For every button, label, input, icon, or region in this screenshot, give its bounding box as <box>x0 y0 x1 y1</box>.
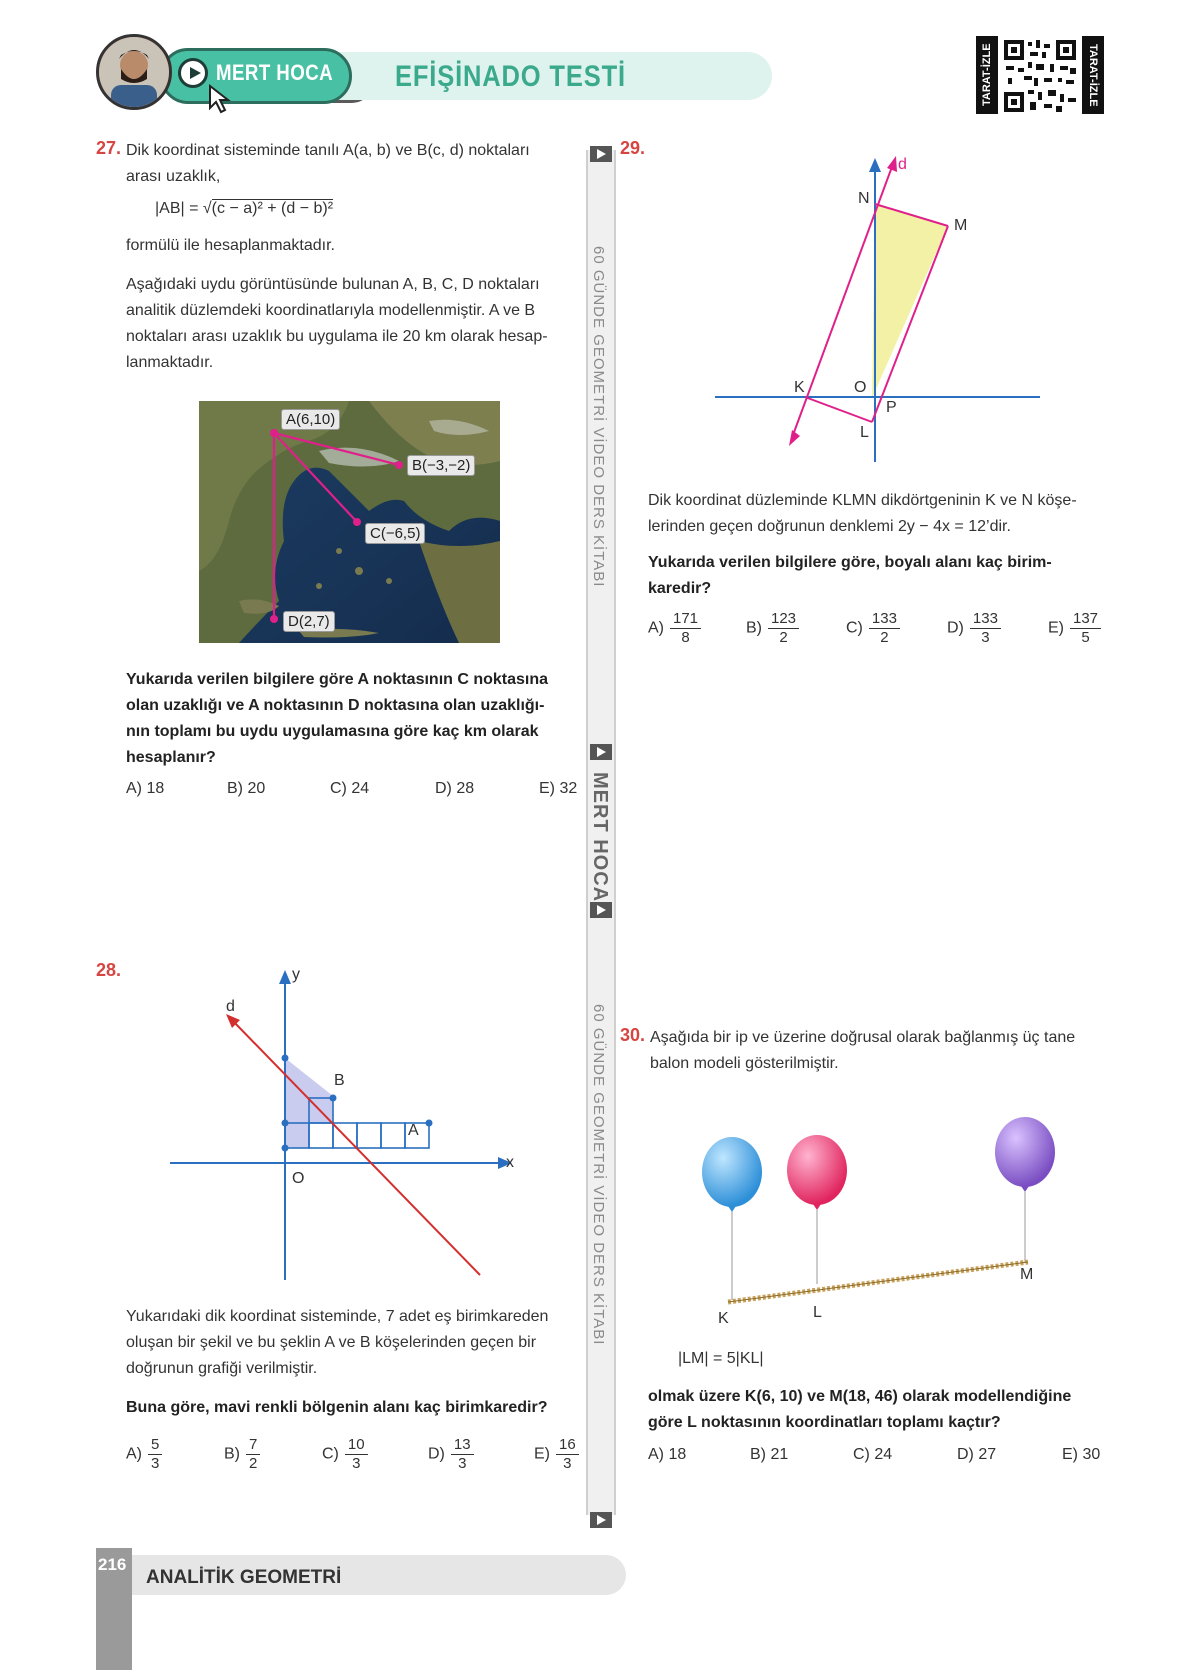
q29-option-a-den: 8 <box>681 629 690 646</box>
sidebar-play-icon-2[interactable] <box>590 744 612 760</box>
q29-label-n: N <box>858 190 870 207</box>
q28-option-a-letter: A) <box>126 1445 142 1463</box>
q27-question-1: Yukarıda verilen bilgilere göre A noktasının C noktasına <box>126 671 549 688</box>
q28-option-e-num: 16 <box>556 1436 579 1455</box>
q28-number: 28. <box>96 960 122 980</box>
q28-option-c-num: 10 <box>345 1436 368 1455</box>
q27-formula-radicand: (c − a)² + (d − b)² <box>211 200 334 217</box>
q29-text-2: lerinden geçen doğrunun denklemi 2y − 4x = 12’dir. <box>648 518 1011 535</box>
q30-intro-1: Aşağıda bir ip ve üzerine doğrusal olarak bağlanmış üç tane <box>650 1029 1076 1046</box>
q27-option-a[interactable]: A) 18 <box>126 780 165 797</box>
q28-option-e[interactable] <box>534 1436 579 1473</box>
q29-option-c-letter: C) <box>846 619 863 637</box>
q28-option-d[interactable] <box>428 1436 474 1473</box>
q29-label-o: O <box>854 379 867 396</box>
page-number: 216 <box>98 1555 127 1574</box>
q28-option-a[interactable] <box>126 1436 162 1473</box>
brand-name: MERT HOCA <box>216 60 334 85</box>
q28-text-2: oluşan bir şekil ve bu şeklin A ve B köşelerinden geçen bir <box>126 1334 537 1351</box>
sidebar-play-icon-4[interactable] <box>590 1512 612 1528</box>
q27-label-a: A(6,10) <box>281 409 340 430</box>
q27-intro-2: arası uzaklık, <box>126 168 221 185</box>
q29-option-a-num: 171 <box>670 610 701 629</box>
q28-option-a-num: 5 <box>148 1436 162 1455</box>
pink-balloon <box>787 1135 847 1205</box>
q28-label-x: x <box>506 1154 514 1171</box>
q29-option-e-den: 5 <box>1081 629 1090 646</box>
q29-option-e[interactable] <box>1048 610 1101 647</box>
q29-label-l: L <box>860 424 869 441</box>
play-icon[interactable] <box>178 58 208 88</box>
q29-question-2: karedir? <box>648 580 712 597</box>
q29-label-m: M <box>954 217 968 234</box>
qr-label-right: TARAT-İZLE <box>1082 36 1104 114</box>
q28-question: Buna göre, mavi renkli bölgenin alanı kaç birimkaredir? <box>126 1399 548 1416</box>
q27-para-2: analitik düzlemdeki koordinatlarıyla modellenmiştir. A ve B <box>126 302 536 319</box>
q28-option-d-letter: D) <box>428 1445 445 1463</box>
q28-option-b-letter: B) <box>224 1445 240 1463</box>
q30-option-d[interactable]: D) 27 <box>957 1446 997 1463</box>
q27-option-c[interactable]: C) 24 <box>330 780 370 797</box>
q30-balloon-figure <box>690 1100 1070 1330</box>
q27-formula-tail: formülü ile hesaplanmaktadır. <box>126 237 335 254</box>
q28-label-o: O <box>292 1170 305 1187</box>
q29-text-1: Dik koordinat düzleminde KLMN dikdörtgeninin K ve N köşe- <box>648 492 1077 509</box>
q30-label-k: K <box>718 1310 729 1327</box>
q27-intro-1: Dik koordinat sisteminde tanılı A(a, b) ve B(c, d) noktaları <box>126 142 530 159</box>
q30-option-c[interactable]: C) 24 <box>853 1446 893 1463</box>
q30-option-e[interactable]: E) 30 <box>1062 1446 1101 1463</box>
q28-text-1: Yukarıdaki dik koordinat sisteminde, 7 adet eş birimkareden <box>126 1308 549 1325</box>
q27-question-3: nın toplamı bu uydu uygulamasına göre kaç km olarak <box>126 723 539 740</box>
q29-label-d: d <box>898 156 907 173</box>
q27-formula <box>155 196 333 222</box>
q29-option-d-den: 3 <box>981 629 990 646</box>
q28-label-y: y <box>292 966 300 983</box>
q28-option-d-den: 3 <box>458 1455 467 1472</box>
q28-text-3: doğrunun grafiği verilmiştir. <box>126 1360 318 1377</box>
q30-label-m: M <box>1020 1266 1034 1283</box>
sidebar-text-top: 60 GÜNDE GEOMETRİ VİDEO DERS KİTABI <box>590 246 607 588</box>
q30-number: 30. <box>620 1025 646 1045</box>
q28-option-c-letter: C) <box>322 1445 339 1463</box>
q30-intro-2: balon modeli gösterilmiştir. <box>650 1055 839 1072</box>
q27-para-3: noktaları arası uzaklık bu uygulama ile 20 km olarak hesap- <box>126 328 548 345</box>
q29-label-k: K <box>794 379 805 396</box>
q30-question-2: göre L noktasının koordinatları toplamı kaçtır? <box>648 1414 1001 1431</box>
q27-formula-lhs: |AB| = <box>155 200 203 217</box>
q29-option-b[interactable] <box>746 610 799 647</box>
q30-label-l: L <box>813 1304 822 1321</box>
q28-label-d: d <box>226 998 235 1015</box>
q29-option-b-den: 2 <box>779 629 788 646</box>
q28-option-c[interactable] <box>322 1436 368 1473</box>
q30-relation: |LM| = 5|KL| <box>678 1350 764 1367</box>
q28-option-b[interactable] <box>224 1436 260 1473</box>
q27-label-c: C(−6,5) <box>365 523 425 544</box>
q27-option-b[interactable]: B) 20 <box>227 780 266 797</box>
q29-option-b-num: 123 <box>768 610 799 629</box>
q28-option-d-num: 13 <box>451 1436 474 1455</box>
q29-option-c[interactable] <box>846 610 900 647</box>
q29-option-d-letter: D) <box>947 619 964 637</box>
q28-option-b-num: 7 <box>246 1436 260 1455</box>
q29-option-c-num: 133 <box>869 610 900 629</box>
q30-option-a[interactable]: A) 18 <box>648 1446 687 1463</box>
q29-option-e-num: 137 <box>1070 610 1101 629</box>
q27-option-e[interactable]: E) 32 <box>539 780 578 797</box>
q28-option-e-letter: E) <box>534 1445 550 1463</box>
q27-label-d: D(2,7) <box>283 611 335 632</box>
q29-question-1: Yukarıda verilen bilgilere göre, boyalı alanı kaç birim- <box>648 554 1052 571</box>
q27-number: 27. <box>96 138 122 158</box>
sidebar-brand: MERT HOCA <box>589 772 611 903</box>
q27-option-d[interactable]: D) 28 <box>435 780 475 797</box>
avatar <box>96 34 172 110</box>
q29-option-a-letter: A) <box>648 619 664 637</box>
cursor-icon <box>208 84 238 114</box>
q29-option-d[interactable] <box>947 610 1001 647</box>
q29-option-a[interactable] <box>648 610 701 647</box>
q29-option-e-letter: E) <box>1048 619 1064 637</box>
sidebar-play-icon-1[interactable] <box>590 146 612 162</box>
q28-graph <box>160 960 540 1290</box>
q28-label-a: A <box>408 1122 419 1139</box>
q27-para-1: Aşağıdaki uydu görüntüsünde bulunan A, B, C, D noktaları <box>126 276 540 293</box>
section-title: ANALİTİK GEOMETRİ <box>146 1567 342 1588</box>
q29-option-d-num: 133 <box>970 610 1001 629</box>
qr-code-icon[interactable] <box>1002 38 1078 114</box>
sidebar-play-icon-3[interactable] <box>590 902 612 918</box>
sqrt-icon: √ <box>202 200 212 217</box>
blue-balloon <box>702 1137 762 1207</box>
q28-option-a-den: 3 <box>151 1455 160 1472</box>
q29-option-b-letter: B) <box>746 619 762 637</box>
q28-option-b-den: 2 <box>249 1455 258 1472</box>
q30-question-1: olmak üzere K(6, 10) ve M(18, 46) olarak modellendiğine <box>648 1388 1072 1405</box>
q28-label-b: B <box>334 1072 345 1089</box>
q29-graph <box>700 150 1050 470</box>
sidebar-text-bottom: 60 GÜNDE GEOMETRİ VİDEO DERS KİTABI <box>590 1004 607 1346</box>
q29-option-c-den: 2 <box>880 629 889 646</box>
q30-option-b[interactable]: B) 21 <box>750 1446 789 1463</box>
q27-question-2: olan uzaklığı ve A noktasının D noktasına olan uzaklığı- <box>126 697 545 714</box>
page-title: EFİŞİNADO TESTİ <box>395 60 626 93</box>
purple-balloon <box>995 1117 1055 1187</box>
q29-label-p: P <box>886 399 897 416</box>
q28-option-c-den: 3 <box>352 1455 361 1472</box>
q29-number: 29. <box>620 138 646 158</box>
qr-label-left: TARAT-İZLE <box>976 36 998 114</box>
q28-option-e-den: 3 <box>563 1455 572 1472</box>
q27-question-4: hesaplanır? <box>126 749 216 766</box>
q27-para-4: lanmaktadır. <box>126 354 214 371</box>
q27-label-b: B(−3,−2) <box>407 455 475 476</box>
q27-satellite-map <box>199 401 500 643</box>
